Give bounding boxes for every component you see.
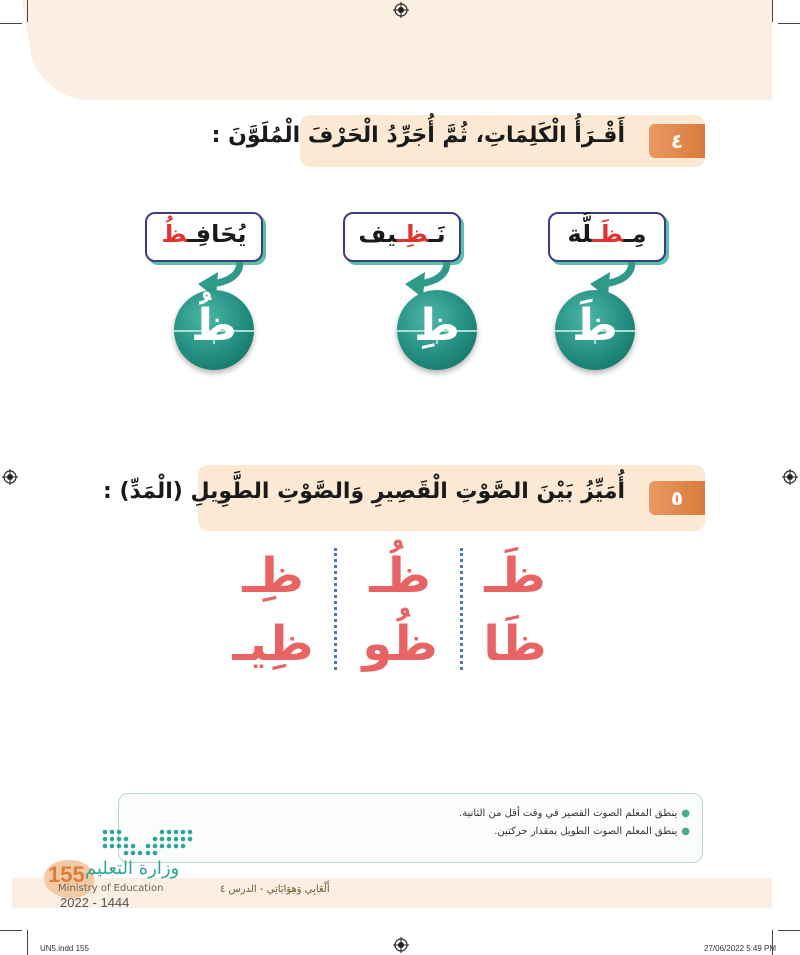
word-part: يف — [358, 220, 397, 248]
long-vowel-alif: ظَا — [483, 616, 547, 672]
letter-glyph: ظِ — [414, 300, 460, 351]
crop-mark — [0, 930, 22, 931]
dotted-divider — [460, 548, 463, 670]
long-vowel-ya: ظِيـ — [232, 616, 314, 672]
letter-glyph: ظَ — [572, 300, 618, 351]
crop-mark — [0, 23, 22, 24]
crop-mark — [27, 0, 28, 22]
slug-filename: UN5.indd 155 — [40, 944, 89, 953]
crop-mark — [27, 930, 28, 955]
crop-mark — [778, 930, 800, 931]
exercise-5-header — [103, 465, 705, 531]
top-decorative-band — [12, 0, 772, 100]
registration-mark-icon — [393, 2, 409, 18]
registration-mark-icon — [393, 937, 409, 953]
teacher-note — [459, 808, 690, 819]
bullet-icon: ● — [681, 808, 690, 819]
slug-date: 27/06/2022 5:49 PM — [704, 944, 777, 953]
word-part: لَّة — [567, 220, 592, 248]
word-part: نَـ — [428, 220, 446, 248]
word-text — [345, 220, 459, 248]
word-part: مِـ — [623, 220, 647, 248]
exercise-5-instruction: أُمَيِّزُ بَيْنَ الصَّوْتِ الْقَصِيرِ وَالصَّوْتِ الطَّوِيلِ (الْمَدِّ) : — [103, 479, 625, 504]
short-vowel-fatha: ظَـ — [484, 548, 546, 604]
teacher-note — [494, 826, 690, 837]
teacher-notes-box — [118, 793, 703, 863]
ministry-name-arabic: وزارة التعليم — [85, 858, 180, 879]
letter-circle-kasra — [397, 290, 477, 370]
bullet-icon: ● — [681, 826, 690, 837]
word-highlighted-letter: ظَـ — [591, 220, 624, 248]
page-number: 155 — [48, 862, 85, 887]
long-vowel-waw: ظُو — [362, 616, 438, 672]
short-vowel-kasra: ظِـ — [242, 548, 304, 604]
registration-mark-icon — [782, 469, 798, 485]
letter-circle-dhamma — [174, 290, 254, 370]
short-vowel-dhamma: ظُـ — [369, 548, 431, 604]
lesson-title: أَلْعَابِي وَهِوَايَاتِي - الدرس ٤ — [220, 884, 330, 895]
exercise-4-number-badge: ٤ — [649, 124, 705, 158]
word-card-yuhafiz — [145, 212, 263, 262]
dotted-divider — [334, 548, 337, 670]
word-part: يُحَافِـ — [187, 220, 247, 248]
crop-mark — [778, 23, 800, 24]
note-text: ينطق المعلم الصوت الطويل بمقدار حركتين. — [494, 826, 678, 837]
word-highlighted-letter: ظِـ — [396, 220, 429, 248]
word-card-mizalla — [548, 212, 666, 262]
academic-year: 2022 - 1444 — [60, 895, 130, 910]
letter-circle-fatha — [555, 290, 635, 370]
word-highlighted-letter: ظُ — [161, 220, 188, 248]
word-text — [550, 220, 664, 248]
word-card-nazif — [343, 212, 461, 262]
letter-glyph: ظُ — [191, 300, 237, 351]
exercise-5-number-badge: ٥ — [649, 481, 705, 515]
crop-mark — [772, 0, 773, 22]
note-text: ينطق المعلم الصوت القصير في وقت أقل من الثانية. — [459, 808, 678, 819]
ministry-logo-icon — [100, 826, 195, 858]
word-text — [147, 220, 261, 248]
registration-mark-icon — [2, 469, 18, 485]
exercise-4-instruction: أَقْـرَأُ الْكَلِمَاتِ، ثُمَّ أُجَرِّدُ الْحَرْفَ الْمُلَوَّنَ : — [211, 123, 625, 148]
ministry-name-english: Ministry of Education — [58, 883, 164, 894]
exercise-4-header — [211, 115, 705, 167]
